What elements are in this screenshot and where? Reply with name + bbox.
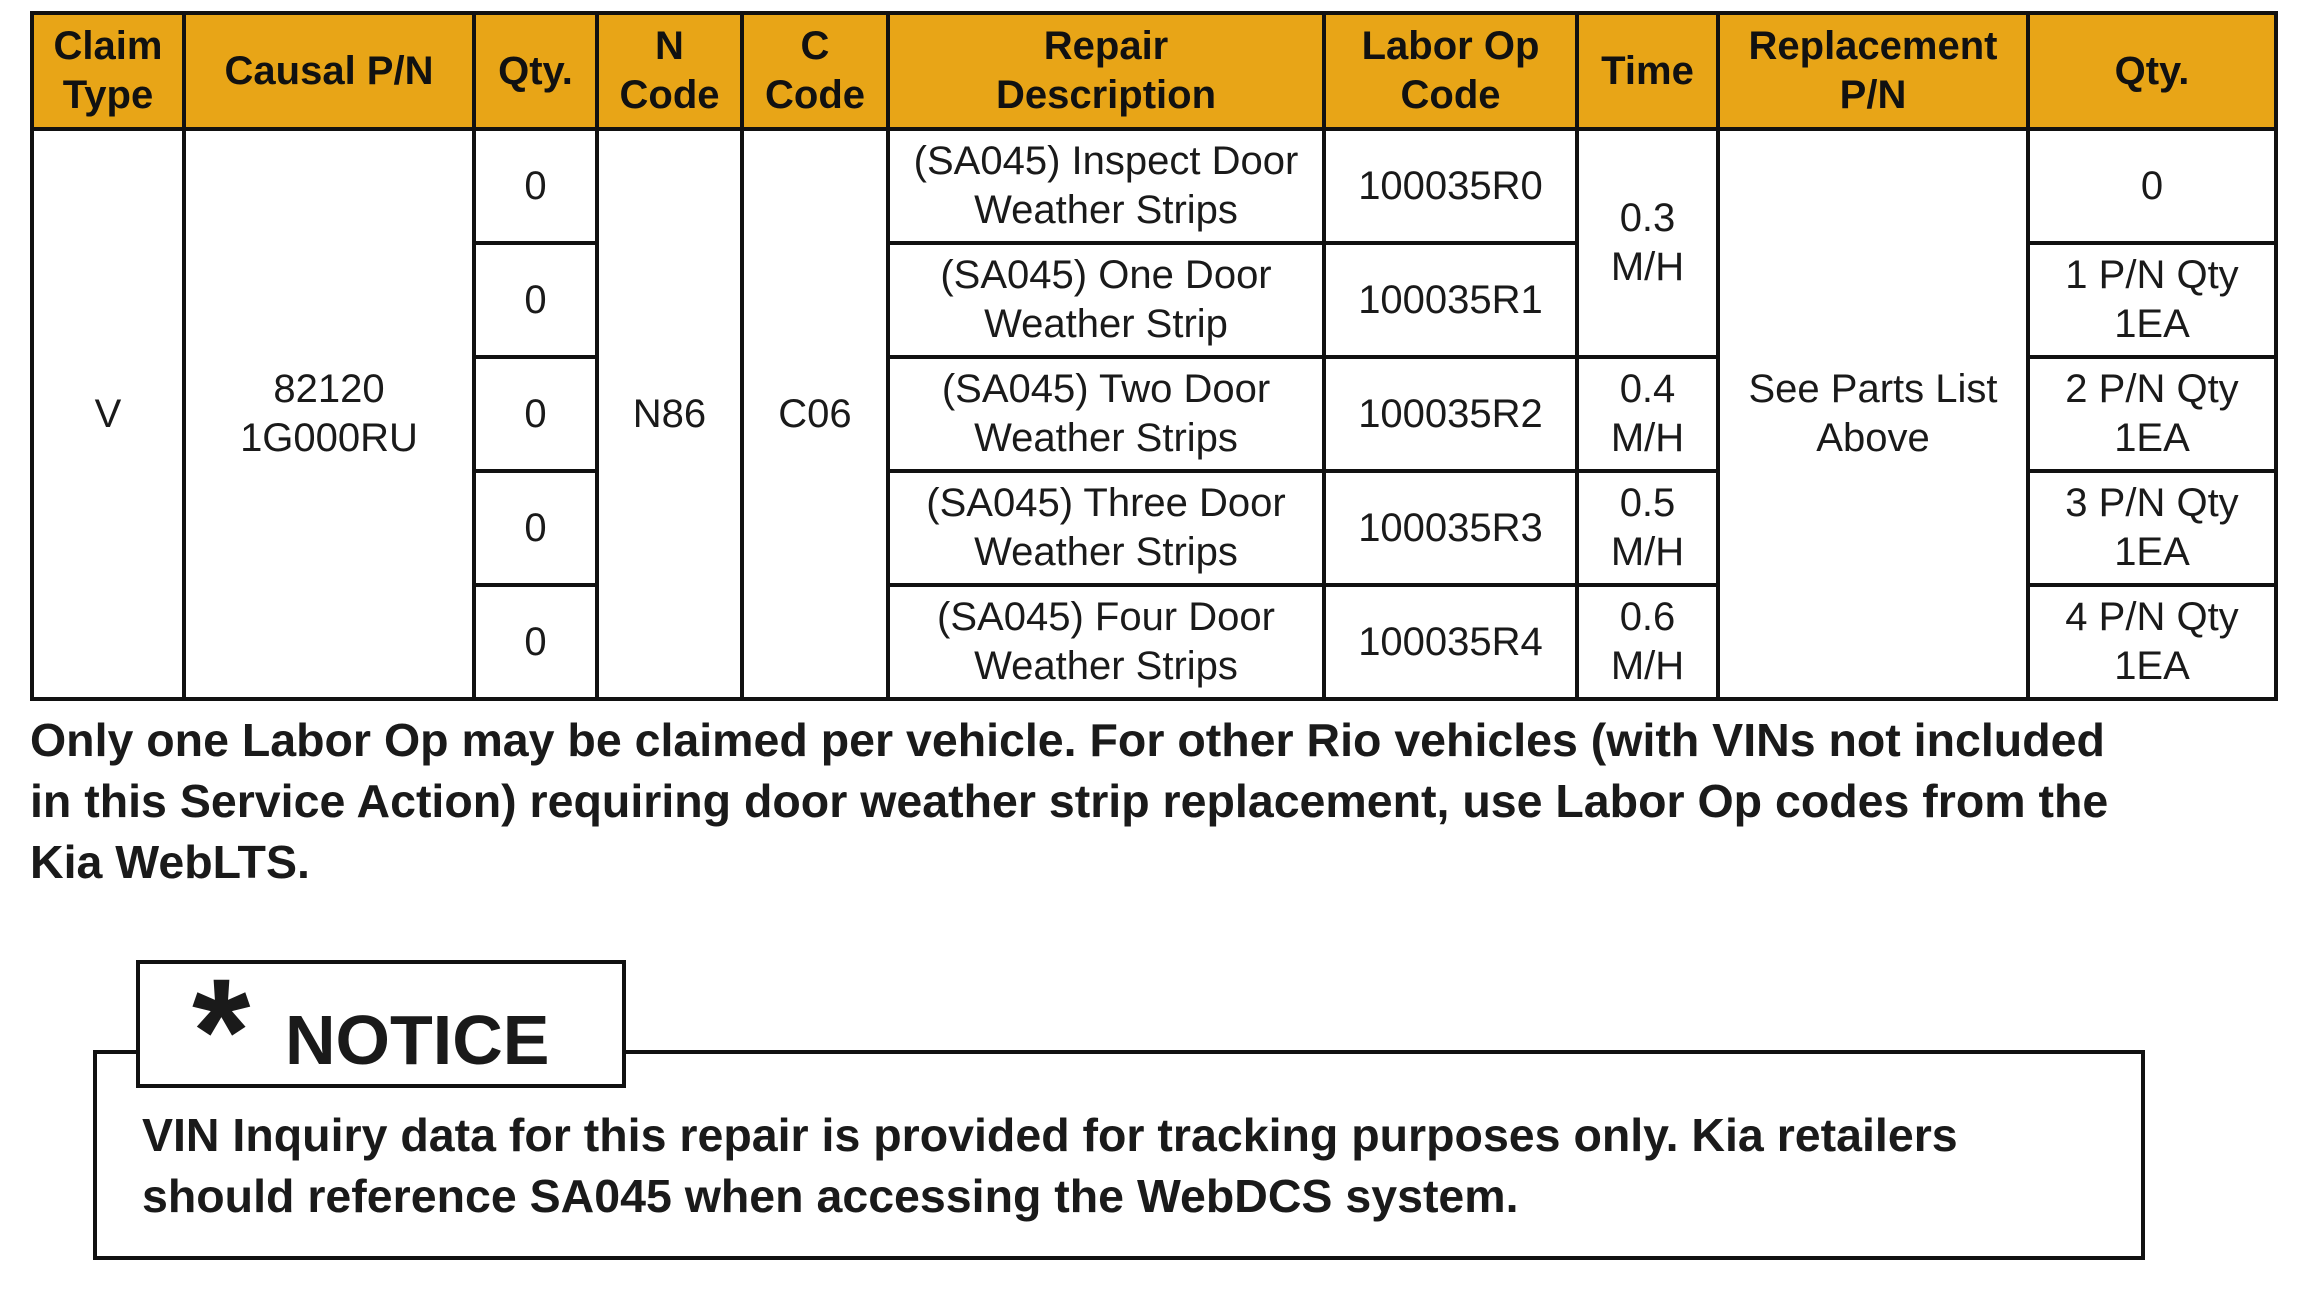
asterisk-icon: * <box>192 947 251 1115</box>
repair-description-cell: (SA045) Three Door Weather Strips <box>888 471 1324 585</box>
qty-cell: 0 <box>474 585 597 699</box>
replacement-qty-cell: 0 <box>2028 129 2276 243</box>
labor-op-cell: 100035R2 <box>1324 357 1577 471</box>
labor-op-cell: 100035R1 <box>1324 243 1577 357</box>
labor-op-cell: 100035R0 <box>1324 129 1577 243</box>
time-cell: 0.5 M/H <box>1577 471 1718 585</box>
table-body <box>32 129 2276 699</box>
labor-op-footnote: Only one Labor Op may be claimed per vehicle. For other Rio vehicles (with VINs not included in this Service Action) requiring door weather strip replacement, use Labor Op codes from the Kia WebLTS. <box>30 714 2109 888</box>
labor-op-cell: 100035R3 <box>1324 471 1577 585</box>
replacement-qty-cell: 4 P/N Qty 1EA <box>2028 585 2276 699</box>
header-c-code: C Code <box>742 13 888 129</box>
header-causal-pn: Causal P/N <box>184 13 474 129</box>
table-row <box>32 129 2276 243</box>
notice-text: VIN Inquiry data for this repair is provided for tracking purposes only. Kia retailers should reference SA045 when accessing the WebDCS system. <box>142 1109 1958 1222</box>
header-claim-type: Claim Type <box>32 13 184 129</box>
notice-title: NOTICE <box>285 1001 550 1079</box>
replacement-qty-cell: 2 P/N Qty 1EA <box>2028 357 2276 471</box>
labor-claim-table <box>30 11 2278 701</box>
header-replacement-pn: Replacement P/N <box>1718 13 2028 129</box>
header-qty: Qty. <box>474 13 597 129</box>
header-n-code: N Code <box>597 13 742 129</box>
header-repair-description: Repair Description <box>888 13 1324 129</box>
qty-cell: 0 <box>474 243 597 357</box>
repair-description-cell: (SA045) Inspect Door Weather Strips <box>888 129 1324 243</box>
time-cell: 0.6 M/H <box>1577 585 1718 699</box>
replacement-qty-cell: 1 P/N Qty 1EA <box>2028 243 2276 357</box>
repair-description-cell: (SA045) One Door Weather Strip <box>888 243 1324 357</box>
qty-cell: 0 <box>474 129 597 243</box>
table-header <box>32 13 2276 129</box>
notice-header <box>136 947 626 1115</box>
causal-pn-cell: 82120 1G000RU <box>184 129 474 699</box>
replacement-qty-cell: 3 P/N Qty 1EA <box>2028 471 2276 585</box>
header-row <box>32 13 2276 129</box>
c-code-cell: C06 <box>742 129 888 699</box>
repair-description-cell: (SA045) Four Door Weather Strips <box>888 585 1324 699</box>
n-code-cell: N86 <box>597 129 742 699</box>
qty-cell: 0 <box>474 471 597 585</box>
header-time: Time <box>1577 13 1718 129</box>
replacement-pn-cell: See Parts List Above <box>1718 129 2028 699</box>
repair-description-cell: (SA045) Two Door Weather Strips <box>888 357 1324 471</box>
qty-cell: 0 <box>474 357 597 471</box>
time-cell: 0.3 M/H <box>1577 129 1718 357</box>
claim-type-cell: V <box>32 129 184 699</box>
header-replacement-qty: Qty. <box>2028 13 2276 129</box>
labor-op-cell: 100035R4 <box>1324 585 1577 699</box>
header-labor-op-code: Labor Op Code <box>1324 13 1577 129</box>
time-cell: 0.4 M/H <box>1577 357 1718 471</box>
